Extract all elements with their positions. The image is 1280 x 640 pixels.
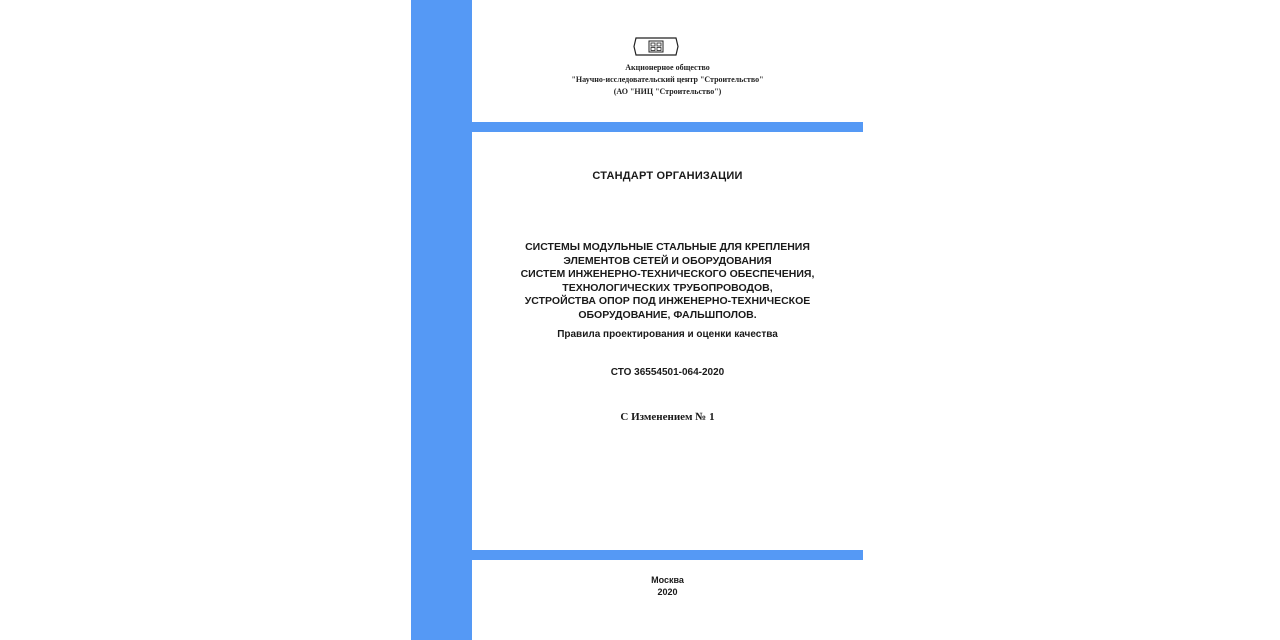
document-title: [472, 241, 863, 322]
title-line: ЭЛЕМЕНТОВ СЕТЕЙ И ОБОРУДОВАНИЯ: [563, 254, 772, 267]
document-code: СТО 36554501-064-2020: [610, 367, 725, 378]
amendment-note: С Изменением № 1: [620, 411, 715, 423]
document-cover: [411, 0, 863, 640]
organization-line-3: (АО "НИЦ "Строительство"): [613, 87, 722, 96]
publication-city: Москва: [651, 575, 684, 585]
cover-spine-stripe: [411, 0, 472, 640]
cover-top-band: [472, 122, 863, 132]
title-line: СИСТЕМЫ МОДУЛЬНЫЕ СТАЛЬНЫЕ ДЛЯ КРЕПЛЕНИЯ: [525, 241, 810, 253]
cover-bottom-band: [472, 550, 863, 560]
organization-line-1: Акционерное общество: [625, 63, 710, 72]
document-subtitle: Правила проектирования и оценки качества: [557, 329, 778, 340]
title-line: ОБОРУДОВАНИЕ, ФАЛЬШПОЛОВ.: [578, 308, 757, 321]
title-line: УСТРОЙСТВА ОПОР ПОД ИНЖЕНЕРНО-ТЕХНИЧЕСКОЕ: [524, 295, 811, 307]
title-line: ТЕХНОЛОГИЧЕСКИХ ТРУБОПРОВОДОВ,: [562, 281, 773, 294]
building-emblem-icon: [633, 37, 679, 56]
organization-line-2: "Научно-исследовательский центр "Строительство": [571, 75, 764, 84]
document-type: СТАНДАРТ ОРГАНИЗАЦИИ: [592, 170, 743, 182]
title-line: СИСТЕМ ИНЖЕНЕРНО-ТЕХНИЧЕСКОГО ОБЕСПЕЧЕНИЯ,: [520, 268, 815, 280]
publication-year: 2020: [657, 587, 678, 597]
